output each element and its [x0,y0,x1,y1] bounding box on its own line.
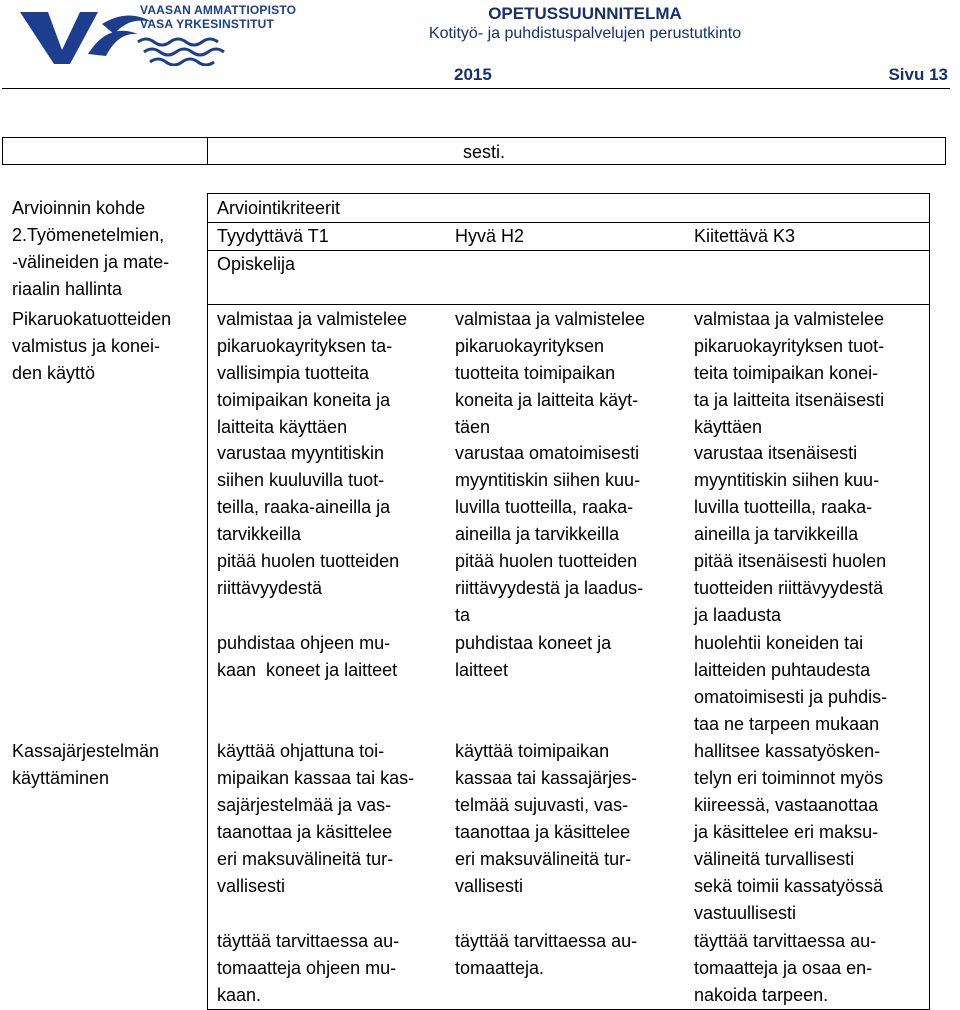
header-divider [2,88,950,89]
criterion-t1 [217,306,407,441]
criterion-line: siihen kuuluvilla tuot- [217,470,385,490]
page-number: Sivu 13 [888,65,948,84]
criterion-line: riittävyydestä ja laadus- [455,578,644,598]
target-header-line: -välineiden ja mate- [12,252,170,272]
criterion-h2 [455,630,611,684]
criterion-k3 [694,440,879,548]
target-header-line: Arvioinnin kohde [12,198,146,218]
criterion-line: välineitä turvallisesti [694,849,855,869]
org-name-sv: VASA YRKESINSTITUT [140,17,275,31]
criterion-line: taa ne tarpeen mukaan [694,714,880,734]
criterion-line: vallisimpia tuotteita [217,363,370,383]
student-label: Opiskelija [217,254,296,274]
criterion-line: sajärjestelmää ja vas- [217,795,392,815]
criterion-line: nakoida tarpeen. [694,985,829,1005]
criterion-line: taanottaa ja käsittelee [217,822,393,842]
criterion-line: varustaa myyntitiskin [217,443,385,463]
criterion-line: taanottaa ja käsittelee [455,822,631,842]
criterion-line: eri maksuvälineitä tur- [455,849,632,869]
criterion-line: teita toimipaikan konei- [694,363,879,383]
criterion-t1 [217,548,399,602]
criterion-h2 [455,306,645,441]
criterion-k3 [694,630,887,738]
criterion-line: vallisesti [455,876,524,896]
criterion-k3 [694,306,884,441]
criterion-t1 [217,630,397,684]
criterion-line: tomaatteja. [455,958,545,978]
row-divider [207,250,929,251]
criterion-line: koneita ja laitteita käyt- [455,390,639,410]
criterion-line: kiireessä, vastaanottaa [694,795,879,815]
target-header-line: 2.Työmenetelmien, [12,225,165,245]
criterion-line: käyttää ohjattuna toi- [217,741,385,761]
criterion-line: puhdistaa ohjeen mu- [217,633,391,653]
criterion-line: valmistaa ja valmistelee [455,309,646,329]
document-year: 2015 [454,65,492,84]
criterion-h2 [455,928,637,982]
criterion-t1 [217,440,390,548]
criterion-line: teilla, raaka-aineilla ja [217,497,391,517]
criterion-line: varustaa itsenäisesti [694,443,858,463]
criterion-line: myyntitiskin siihen kuu- [455,470,641,490]
criterion-line: pitää huolen tuotteiden [455,551,638,571]
criterion-line: ta [455,605,471,625]
criterion-line: luvilla tuotteilla, raaka- [455,497,634,517]
table-border-top [207,193,929,194]
target-line: Pikaruokatuotteiden [12,309,172,329]
criterion-line: täyttää tarvittaessa au- [217,931,400,951]
column-divider [207,138,208,164]
criterion-t1 [217,928,399,1009]
criterion-line: puhdistaa koneet ja [455,633,612,653]
column-divider [207,193,208,1010]
criterion-line: pikaruokayrityksen [455,336,605,356]
criterion-line: varustaa omatoimisesti [455,443,640,463]
table-border-right [929,193,930,1010]
criterion-line: laitteita käyttäen [217,417,348,437]
criterion-k3 [694,548,886,629]
criterion-line: kaan koneet ja laitteet [217,660,398,680]
criterion-h2 [455,440,640,548]
criterion-line: pikaruokayrityksen tuot- [694,336,885,356]
target-header-line: riaalin hallinta [12,279,123,299]
criterion-k3 [694,928,876,1009]
criterion-line: laitteiden puhtaudesta [694,660,871,680]
criterion-line: riittävyydestä [217,578,323,598]
level-t1-header: Tyydyttävä T1 [217,226,329,246]
continuation-table [2,137,946,165]
criterion-line: vallisesti [217,876,286,896]
level-k3-header: Kiitettävä K3 [694,226,796,246]
criterion-line: ja käsittelee eri maksu- [694,822,879,842]
criterion-h2 [455,548,643,629]
section-target-pikaruoka [12,306,171,387]
criterion-line: ja laadusta [694,605,782,625]
criterion-k3 [694,738,883,927]
criterion-line: hallitsee kassatyösken- [694,741,881,761]
criterion-line: huolehtii koneiden tai [694,633,864,653]
criterion-line: tomaatteja ohjeen mu- [217,958,397,978]
criterion-line: pitää itsenäisesti huolen [694,551,887,571]
criterion-line: tuotteita toimipaikan [455,363,616,383]
criterion-line: sekä toimii kassatyössä [694,876,884,896]
document-title: OPETUSSUUNNITELMA [488,4,682,23]
criterion-line: aineilla ja tarvikkeilla [694,524,859,544]
criterion-line: luvilla tuotteilla, raaka- [694,497,873,517]
criterion-line: aineilla ja tarvikkeilla [455,524,620,544]
target-line: Kassajärjestelmän [12,741,160,761]
target-header [12,195,169,303]
criterion-line: ta ja laitteita itsenäisesti [694,390,885,410]
org-name-fi: VAASAN AMMATTIOPISTO [140,3,297,17]
criterion-line: tomaatteja ja osaa en- [694,958,873,978]
criterion-line: käyttäen [694,417,763,437]
criterion-line: telyn eri toiminnot myös [694,768,884,788]
criteria-header: Arviointikriteerit [217,198,341,218]
criterion-line: laitteet [455,660,509,680]
target-line: valmistus ja konei- [12,336,161,356]
criterion-line: tarvikkeilla [217,524,302,544]
criterion-line: omatoimisesti ja puhdis- [694,687,888,707]
row-divider [207,304,929,305]
criterion-line: pitää huolen tuotteiden [217,551,400,571]
criterion-line: täyttää tarvittaessa au- [455,931,638,951]
criterion-line: toimipaikan koneita ja [217,390,391,410]
criterion-line: valmistaa ja valmistelee [694,309,885,329]
criterion-line: täen [455,417,491,437]
criterion-line: telmää sujuvasti, vas- [455,795,629,815]
criterion-line: kassaa tai kassajärjes- [455,768,638,788]
criterion-line: eri maksuvälineitä tur- [217,849,394,869]
criterion-line: mipaikan kassaa tai kas- [217,768,415,788]
criterion-h2 [455,738,637,900]
target-line: den käyttö [12,363,96,383]
document-subtitle: Kotityö- ja puhdistuspalvelujen perustutkinto [428,25,742,42]
criterion-t1 [217,738,414,900]
level-h2-header: Hyvä H2 [455,226,525,246]
criterion-line: kaan. [217,985,262,1005]
criterion-line: käyttää toimipaikan [455,741,610,761]
criterion-line: tuotteiden riittävyydestä [694,578,884,598]
continuation-text: sesti. [463,142,506,162]
criterion-line: pikaruokayrityksen ta- [217,336,393,356]
criterion-line: valmistaa ja valmistelee [217,309,408,329]
criterion-line: vastuullisesti [694,903,797,923]
criterion-line: myyntitiskin siihen kuu- [694,470,880,490]
criterion-line: täyttää tarvittaessa au- [694,931,877,951]
target-line: käyttäminen [12,768,110,788]
section-target-kassajarjestelma [12,738,159,792]
